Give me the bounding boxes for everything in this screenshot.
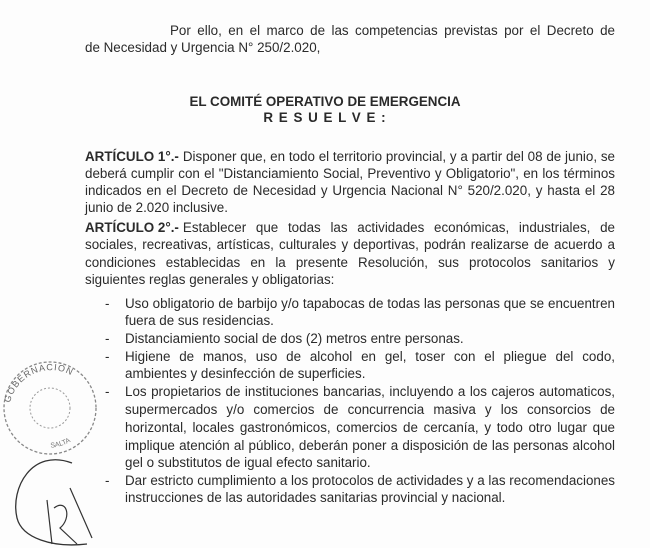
article-1-label: ARTÍCULO 1°.- — [85, 149, 179, 164]
bullet-marker: - — [105, 296, 110, 311]
bullet-line: supermercados y/o comercios de concurrencia masiva y los consorcios de — [125, 402, 615, 417]
official-seal-stamp — [0, 318, 102, 548]
seal-text-bottom: SALTA — [50, 437, 72, 450]
bullet-line: Higiene de manos, uso de alcohol en gel, toser con el pliegue del codo, — [125, 349, 615, 364]
bullet-line: Los propietarios de instituciones bancarias, incluyendo a los cajeros automaticos, — [125, 384, 615, 399]
article-2-line: sociales, recreativas, artísticas, culturales y deportivas, podrán realizarse de acuerdo a — [85, 237, 615, 252]
article-1-line: junio de 2.020 inclusive. — [85, 200, 228, 215]
bullet-marker: - — [105, 384, 110, 399]
seal-text-top: GOBERNACION — [2, 362, 76, 404]
heading-subtitle: R E S U E L V E : — [263, 110, 387, 125]
article-2-first-line — [85, 219, 615, 236]
bullet-line: gel o substitutos de igual efecto sanitario. — [125, 455, 371, 470]
bullet-line: Distanciamiento social de dos (2) metros entre personas. — [125, 331, 464, 346]
bullet-line: Dar estricto cumplimiento a los protocolos de actividades y a las recomendaciones — [125, 473, 615, 488]
article-2-line: condiciones establecidas en la presente Resolución, sus protocolos sanitarios y — [85, 255, 615, 270]
bullet-marker: - — [105, 349, 110, 364]
bullet-marker: - — [105, 473, 110, 488]
bullet-line: ambientes y desinfección de superficies. — [125, 366, 366, 381]
intro-line: de Necesidad y Urgencia N° 250/2.020, — [85, 40, 321, 55]
bullet-line: instrucciones de las autoridades sanitarias provincial y nacional. — [125, 490, 506, 505]
article-1-line: indicados en el Decreto de Necesidad y Urgencia Nacional N° 520/2.020, y hasta el 28 — [85, 183, 615, 198]
bullet-line: fuera de sus residencias. — [125, 313, 274, 328]
article-1-line: Disponer que, en todo el territorio provincial, y a partir del 08 de junio, se — [182, 149, 615, 164]
article-2-line: siguientes reglas generales y obligatorias: — [85, 272, 335, 287]
bullet-marker: - — [105, 331, 110, 346]
signature-stroke — [47, 488, 92, 544]
intro-line: Por ello, en el marco de las competencias previstas por el Decreto de — [170, 23, 615, 38]
bullet-line: horizontal, locales gastronómicos, comercios de cercanía, y todo otro lugar que — [125, 420, 615, 435]
bullet-line: implique atención al público, deberán poner a disposición de las personas alcohol — [125, 438, 615, 453]
article-1-line: deberá cumplir con el "Distanciamiento Social, Preventivo y Obligatorio", en los términos — [85, 166, 615, 181]
article-2-line: Establecer que todas las actividades económicas, industriales, de — [182, 220, 615, 235]
heading-title: EL COMITÉ OPERATIVO DE EMERGENCIA — [189, 94, 461, 109]
article-2-label: ARTÍCULO 2°.- — [85, 220, 179, 235]
bullet-line: Uso obligatorio de barbijo y/o tapabocas de todas las personas que se encuentren — [125, 296, 615, 311]
article-1-first-line — [85, 148, 615, 165]
